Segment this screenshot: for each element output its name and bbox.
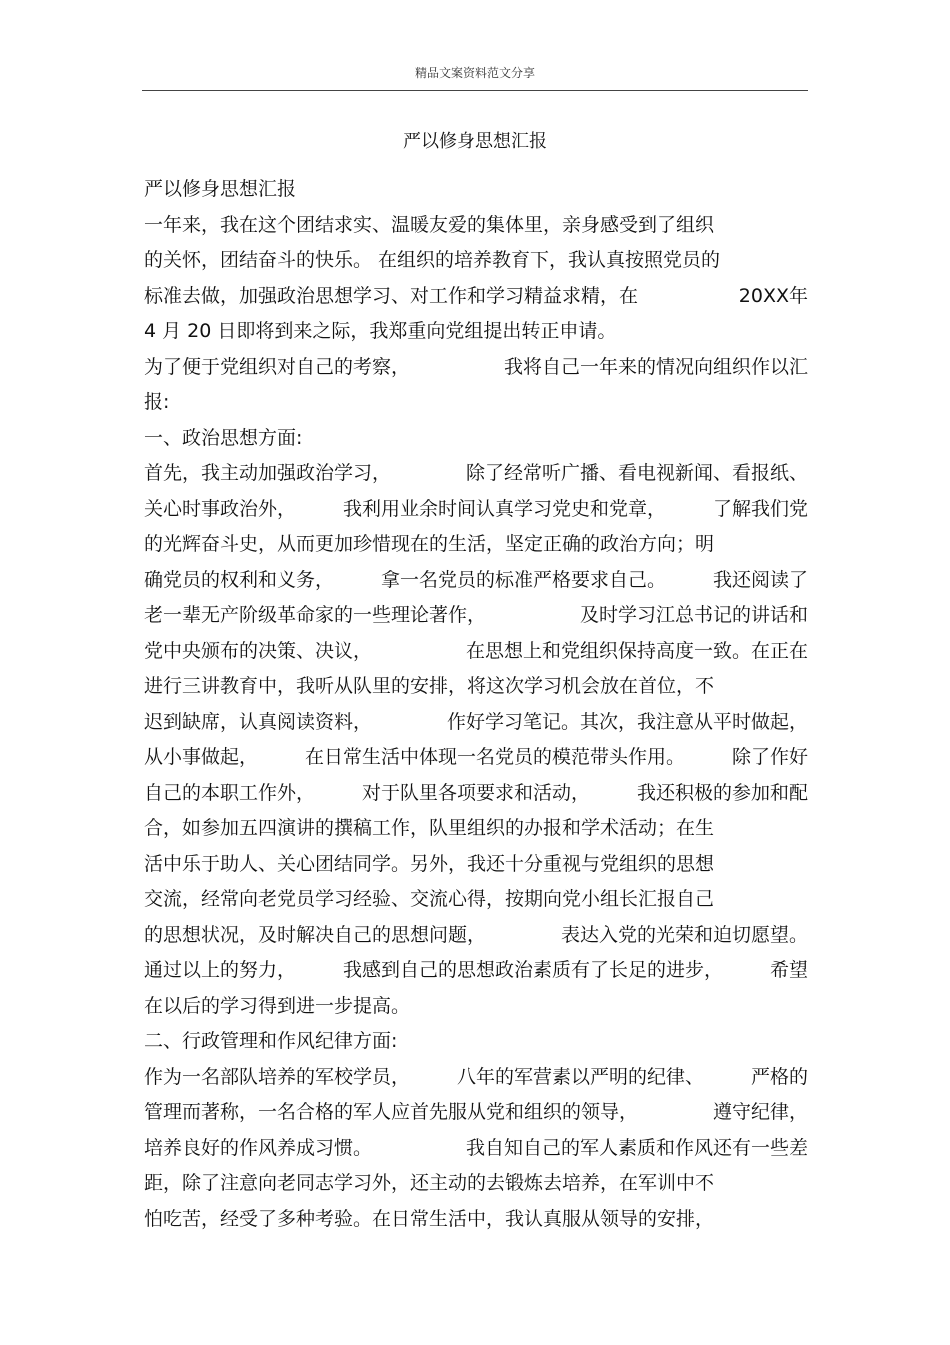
body-text-segment: 拿一名党员的标准严格要求自己。 (380, 568, 666, 591)
body-text-segment: 在思想上和党组织保持高度一致。在正在 (465, 639, 808, 662)
body-text-segment: 作好学习笔记。其次，我注意从平时做起， (446, 710, 808, 733)
body-line (144, 634, 808, 670)
body-text-segment: 在日常生活中体现一名党员的模范带头作用。 (304, 746, 685, 768)
body-text-segment: 通过以上的努力， (144, 959, 297, 981)
body-text-segment: 自己的本职工作外， (144, 781, 316, 804)
body-text-segment: 对于队里各项要求和活动， (361, 781, 590, 804)
body-text-segment: 一年来，我在这个团结求实、温暖友爱的集体里，亲身感受到了组织 (144, 213, 715, 236)
body-text-segment: 除了作好 (731, 746, 808, 768)
body-line (144, 385, 808, 421)
body-text-segment: 我将自己一年来的情况向组织作以汇 (503, 355, 808, 378)
body-text-segment: 的光辉奋斗史，从而更加珍惜现在的生活，坚定正确的政治方向；明 (144, 533, 715, 555)
body-line (144, 456, 808, 492)
body-text-segment: 交流，经常向老党员学习经验、交流心得，按期向党小组长汇报自己 (144, 888, 715, 910)
body-line (144, 1060, 808, 1096)
document-title: 严以修身思想汇报 (403, 131, 547, 152)
body-text-segment: 从小事做起， (144, 746, 259, 768)
body-line (144, 350, 808, 386)
body-line (144, 1095, 808, 1131)
body-line (144, 1024, 808, 1060)
body-text-segment: 关心时事政治外， (144, 497, 297, 520)
page-header: 精品文案资料范文分享 (414, 66, 535, 80)
body-line (144, 811, 808, 847)
body-text-segment: 为了便于党组织对自己的考察， (144, 355, 411, 378)
body-text-segment: 遵守纪律， (712, 1101, 808, 1123)
body-line (144, 1131, 808, 1167)
body-text-segment: 进行三讲教育中，我听从队里的安排，将这次学习机会放在首位，不 (144, 675, 715, 697)
body-line (144, 208, 808, 244)
body-text-segment: 迟到缺席，认真阅读资料， (144, 710, 373, 733)
body-line (144, 1166, 808, 1202)
body-text-segment: 老一辈无产阶级革命家的一些理论著作， (144, 604, 487, 626)
body-text-segment: 我还阅读了 (712, 568, 808, 591)
body-text-segment: 除了经常听广播、看电视新闻、看报纸、 (465, 462, 808, 484)
body-line (144, 279, 808, 315)
body-line (144, 172, 808, 208)
body-text-segment: 怕吃苦，经受了多种考验。在日常生活中，我认真服从领导的安排， (144, 1207, 715, 1230)
body-line (144, 314, 808, 350)
body-text-segment: 活中乐于助人、关心团结同学。另外，我还十分重视与党组织的思想 (144, 852, 715, 875)
body-text-segment: 报: (144, 391, 170, 413)
body-text-segment: 标准去做，加强政治思想学习、对工作和学习精益求精，在 (144, 284, 639, 307)
body-text-segment: 我还积极的参加和配 (636, 781, 808, 804)
body-line (144, 740, 808, 776)
header-divider (142, 90, 808, 91)
body-text-segment: 管理而著称，一名合格的军人应首先服从党和组织的领导， (144, 1101, 639, 1123)
body-line (144, 882, 808, 918)
body-text-segment: 严以修身思想汇报 (144, 178, 297, 200)
body-text-segment: 确党员的权利和义务， (144, 568, 335, 591)
body-text-segment: 党中央颁布的决策、决议， (144, 639, 373, 662)
body-text-segment: 的思想状况，及时解决自己的思想问题， (144, 923, 487, 946)
body-text-segment: 希望 (769, 959, 808, 981)
body-line (144, 243, 808, 279)
body-text-segment: 我利用业余时间认真学习党史和党章， (342, 497, 666, 520)
body-line (144, 492, 808, 528)
body-text-segment: 首先，我主动加强政治学习， (144, 462, 392, 484)
body-text-segment: 八年的军营素以严明的纪律、 (456, 1065, 704, 1088)
body-text-segment: 作为一名部队培养的军校学员， (144, 1065, 411, 1088)
body-text-segment: 及时学习江总书记的讲话和 (579, 604, 808, 626)
body-text-segment: 我感到自己的思想政治素质有了长足的进步， (342, 959, 723, 981)
body-text-segment: 培养良好的作风养成习惯。 (144, 1136, 373, 1159)
body-text-segment: 4 月 20 日即将到来之际，我郑重向党组提出转正申请。 (144, 320, 617, 342)
body-text-segment: 二、行政管理和作风纪律方面: (144, 1030, 398, 1052)
document-body (144, 172, 808, 1237)
body-line (144, 669, 808, 705)
body-line (144, 847, 808, 883)
body-text-segment: 20XX年 (738, 284, 808, 307)
body-line (144, 598, 808, 634)
body-text-segment: 了解我们党 (712, 497, 808, 520)
body-text-segment: 一、政治思想方面: (144, 426, 303, 449)
body-text-segment: 表达入党的光荣和迫切愿望。 (560, 923, 808, 946)
body-text-segment: 的关怀，团结奋斗的快乐。 在组织的培养教育下，我认真按照党员的 (144, 249, 721, 271)
body-text-segment: 我自知自己的军人素质和作风还有一些差 (465, 1136, 808, 1159)
body-text-segment: 合，如参加五四演讲的撰稿工作，队里组织的办报和学术活动；在生 (144, 817, 715, 839)
body-line (144, 705, 808, 741)
body-line (144, 989, 808, 1025)
body-line (144, 563, 808, 599)
body-text-segment: 严格的 (750, 1065, 808, 1088)
body-line (144, 918, 808, 954)
body-line (144, 527, 808, 563)
body-line (144, 953, 808, 989)
body-text-segment: 在以后的学习得到进一步提高。 (144, 994, 411, 1017)
body-line (144, 421, 808, 457)
body-line (144, 776, 808, 812)
body-text-segment: 距，除了注意向老同志学习外，还主动的去锻炼去培养，在军训中不 (144, 1172, 715, 1194)
body-line (144, 1202, 808, 1238)
